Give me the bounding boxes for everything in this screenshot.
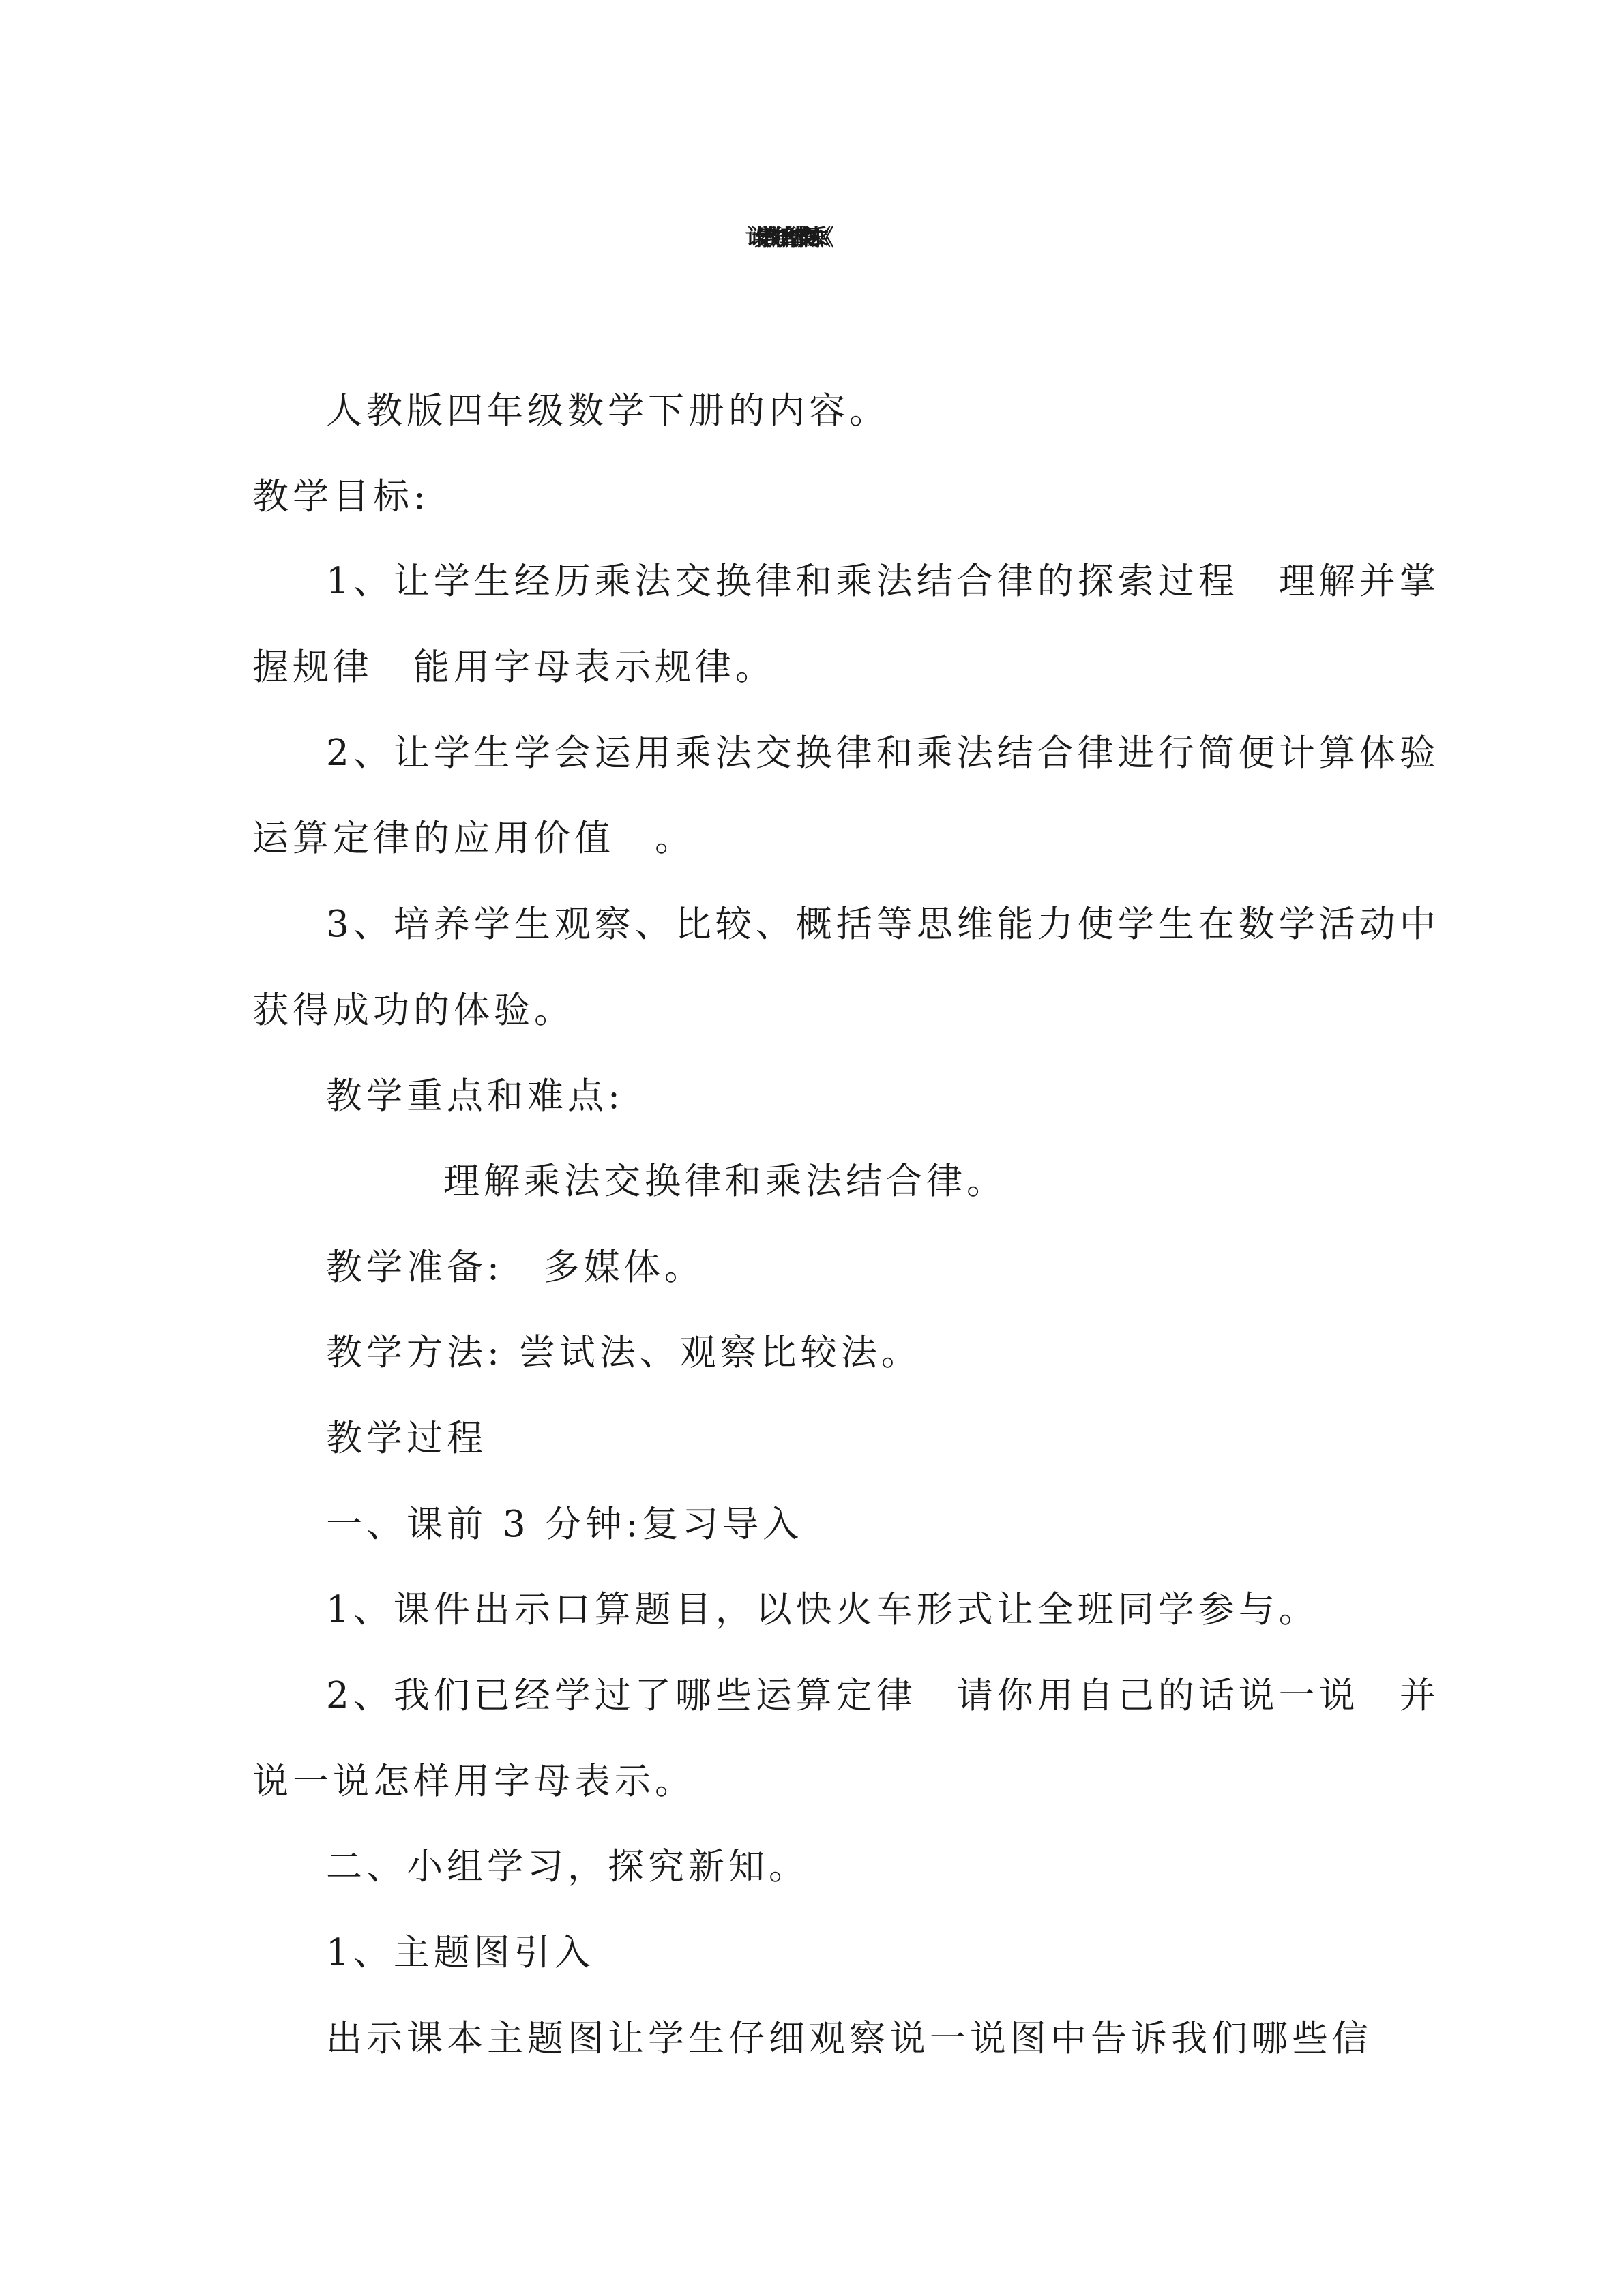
objective-3-line-1: 3、培养学生观察、比较、概括等思维能力使学生在数学活动中 bbox=[326, 904, 1440, 945]
paragraph-intro: 人教版四年级数学下册的内容。 bbox=[326, 390, 889, 432]
heading-teaching-process: 教学过程 bbox=[326, 1418, 487, 1459]
objective-2-line-2: 运算定律的应用价值 。 bbox=[252, 818, 695, 859]
heading-teaching-objectives: 教学目标: bbox=[252, 476, 430, 518]
heading-key-points: 教学重点和难点: bbox=[326, 1075, 624, 1117]
teaching-preparation: 教学准备: 多媒体。 bbox=[326, 1247, 705, 1288]
objective-1-line-2: 握规律 能用字母表示规律。 bbox=[252, 646, 776, 688]
section-1-item-2-line-2: 说一说怎样用字母表示。 bbox=[252, 1761, 695, 1802]
section-1-item-2-line-1: 2、我们已经学过了哪些运算定律 请你用自己的话说一说 并 bbox=[326, 1675, 1440, 1716]
objective-2-line-1: 2、让学生学会运用乘法交换律和乘法结合律进行简便计算体验 bbox=[326, 732, 1440, 774]
teaching-methods: 教学方法: 尝试法、观察比较法。 bbox=[326, 1332, 921, 1373]
objective-3-line-2: 获得成功的体验。 bbox=[252, 989, 574, 1031]
section-1-heading: 一、课前 3 分钟:复习导入 bbox=[326, 1504, 803, 1545]
section-2-item-1: 1、主题图引入 bbox=[326, 1932, 595, 1973]
section-1-item-1: 1、课件出示口算题目，以快火车形式让全班同学参与。 bbox=[326, 1589, 1319, 1630]
objective-1-line-1: 1、让学生经历乘法交换律和乘法结合律的探索过程 理解并掌 bbox=[326, 561, 1440, 602]
document-title bbox=[0, 210, 1624, 265]
key-points-text: 理解乘法交换律和乘法结合律。 bbox=[443, 1161, 1007, 1202]
section-2-item-1-text: 出示课本主题图让学生仔细观察说一说图中告诉我们哪些信 bbox=[326, 2018, 1372, 2059]
section-2-heading: 二、小组学习，探究新知。 bbox=[326, 1846, 809, 1888]
